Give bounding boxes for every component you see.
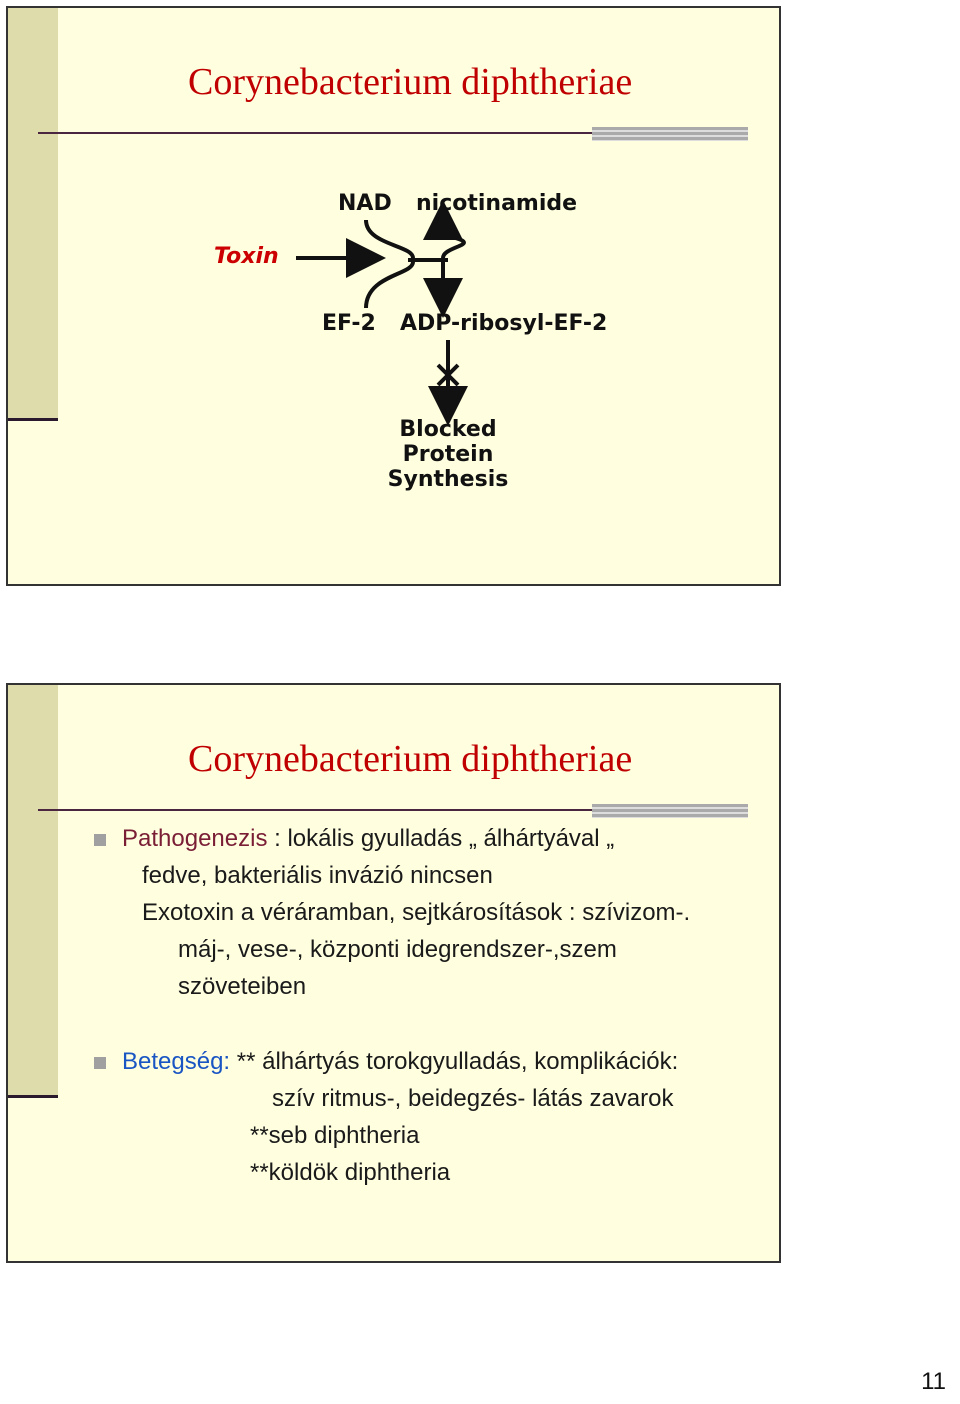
pathogenesis-line xyxy=(122,825,614,853)
bullet-1-marker xyxy=(94,834,106,846)
disease-text: ** álhártyás torokgyulladás, komplikációk: xyxy=(230,1048,679,1075)
adp-ribosyl-label: ADP-ribosyl-EF-2 xyxy=(400,311,608,336)
pathogenesis-text: : lokális gyulladás „ álhártyával „ xyxy=(274,825,615,852)
slide-2-sidebar-line xyxy=(8,1095,58,1098)
bullet-2-marker xyxy=(94,1057,106,1069)
nicotinamide-curve xyxy=(443,220,464,262)
body-line-8: **seb diphtheria xyxy=(250,1122,420,1149)
blocked-label-2: Protein xyxy=(402,442,494,467)
slide-2-sidebar xyxy=(8,685,58,1097)
ef2-label: EF-2 xyxy=(322,311,376,336)
disease-line xyxy=(122,1048,678,1076)
slide-1-title: Corynebacterium diphtheriae xyxy=(188,61,633,103)
nad-label: NAD xyxy=(338,191,392,216)
nad-curve xyxy=(366,220,413,262)
pathogenesis-label: Pathogenezis xyxy=(122,825,268,852)
slide-1-sidebar xyxy=(8,8,58,420)
slide-2-title: Corynebacterium diphtheriae xyxy=(188,738,633,780)
page-number: 11 xyxy=(921,1368,946,1395)
blocked-label-3: Synthesis xyxy=(387,467,509,492)
body-line-7: szív ritmus-, beidegzés- látás zavarok xyxy=(272,1085,674,1112)
slide-2-title-bar xyxy=(592,804,748,818)
slide-2 xyxy=(6,683,781,1263)
ef2-curve xyxy=(366,262,413,308)
slide-1-sidebar-line xyxy=(8,418,58,421)
slide-1-title-bar xyxy=(592,127,748,141)
slide-1 xyxy=(6,6,781,586)
body-line-3: Exotoxin a véráramban, sejtkárosítások : szívizom-. xyxy=(142,899,691,926)
body-line-2: fedve, bakteriális invázió nincsen xyxy=(142,862,493,889)
body-line-5: szöveteiben xyxy=(178,973,307,1000)
nicotinamide-label: nicotinamide xyxy=(416,191,578,216)
body-line-4: máj-, vese-, központi idegrendszer-,szem xyxy=(178,936,617,963)
body-line-9: **köldök diphtheria xyxy=(250,1159,451,1186)
toxin-mechanism-diagram xyxy=(198,180,628,500)
toxin-label: Toxin xyxy=(214,244,279,269)
blocked-label-1: Blocked xyxy=(399,417,497,442)
disease-label: Betegség: xyxy=(122,1048,231,1075)
